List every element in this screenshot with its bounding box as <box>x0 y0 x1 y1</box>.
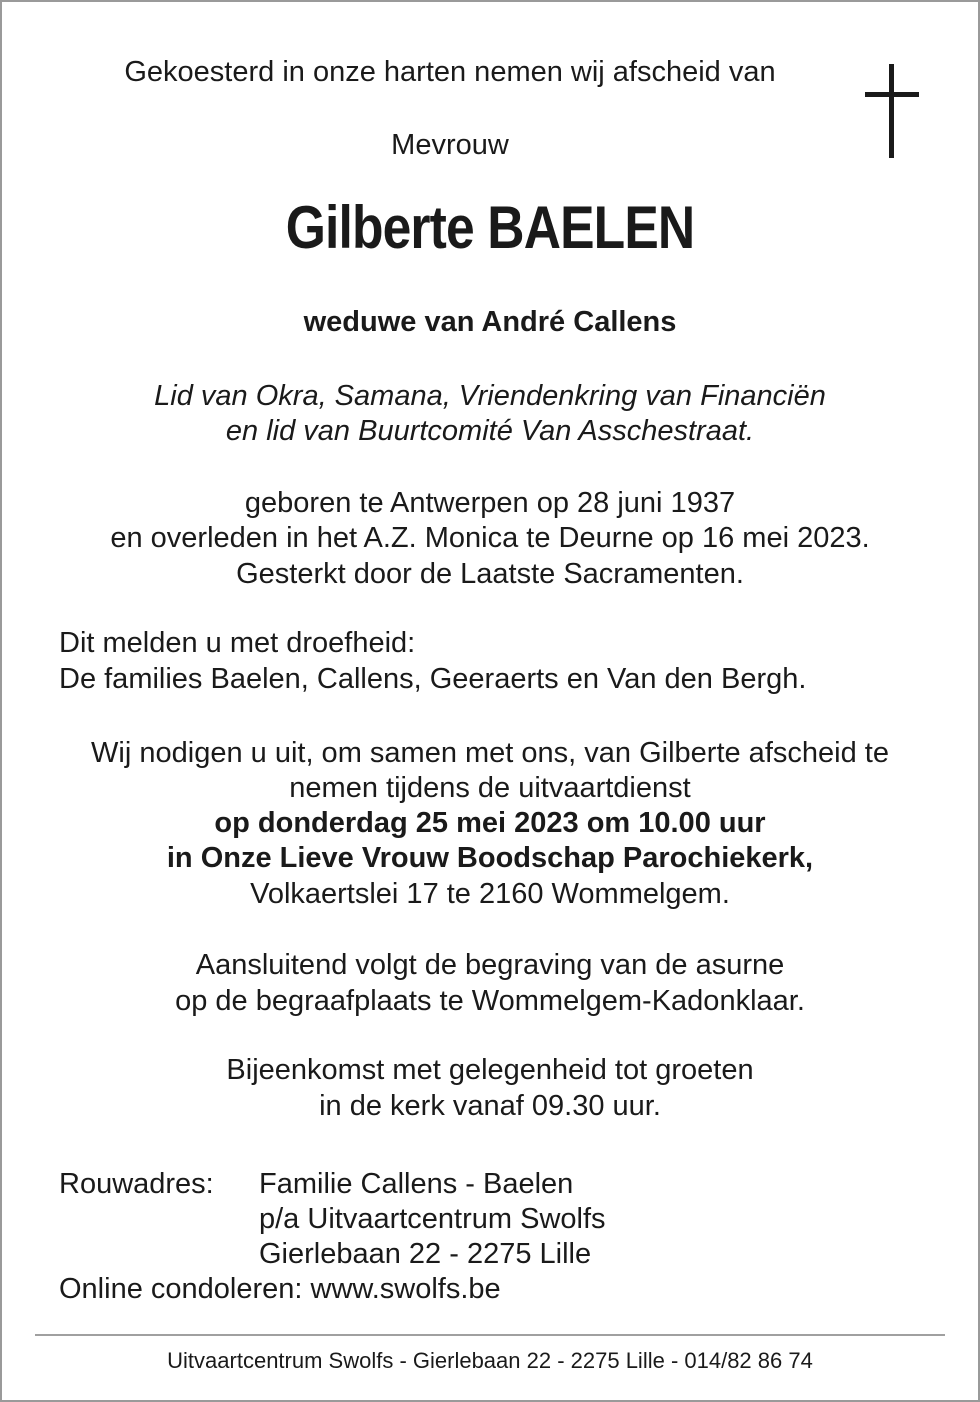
mourning-address-line-1: Familie Callens - Baelen <box>259 1168 574 1200</box>
mourning-address-line-2: p/a Uitvaartcentrum Swolfs <box>259 1203 606 1235</box>
burial-line-1: Aansluitend volgt de begraving van de asurne <box>195 949 785 981</box>
widow-line: weduwe van André Callens <box>303 306 677 338</box>
deceased-name: Gilberte BAELEN <box>285 194 695 261</box>
gathering-line-1: Bijeenkomst met gelegenheid tot groeten <box>226 1054 754 1086</box>
sacraments-line: Gesterkt door de Laatste Sacramenten. <box>236 558 744 590</box>
invite-line-2: nemen tijdens de uitvaartdienst <box>289 772 691 804</box>
mourning-address-label: Rouwadres: <box>59 1168 214 1200</box>
intro-text: Gekoesterd in onze harten nemen wij afscheid van <box>124 56 776 88</box>
mourning-address-line-3: Gierlebaan 22 - 2275 Lille <box>259 1238 592 1270</box>
service-church: in Onze Lieve Vrouw Boodschap Parochiekerk, <box>166 842 814 874</box>
online-condolence-link[interactable]: Online condoleren: www.swolfs.be <box>59 1273 501 1305</box>
service-address: Volkaertslei 17 te 2160 Wommelgem. <box>250 878 730 910</box>
death-line: en overleden in het A.Z. Monica te Deurne op 16 mei 2023. <box>110 522 870 554</box>
announce-line-1: Dit melden u met droefheid: <box>59 627 416 659</box>
burial-line-2: op de begraafplaats te Wommelgem-Kadonklaar. <box>175 985 805 1017</box>
footer-divider <box>35 1334 945 1336</box>
announce-line-2: De families Baelen, Callens, Geeraerts en Van den Bergh. <box>59 663 807 695</box>
birth-line: geboren te Antwerpen op 28 juni 1937 <box>244 487 736 519</box>
footer-text: Uitvaartcentrum Swolfs - Gierlebaan 22 - 2275 Lille - 014/82 86 74 <box>167 1348 813 1373</box>
membership-line-2: en lid van Buurtcomité Van Asschestraat. <box>225 415 755 447</box>
salutation: Mevrouw <box>391 129 509 161</box>
membership-line-1: Lid van Okra, Samana, Vriendenkring van Financiën <box>154 380 826 412</box>
gathering-line-2: in de kerk vanaf 09.30 uur. <box>319 1090 661 1122</box>
service-date: op donderdag 25 mei 2023 om 10.00 uur <box>214 807 766 839</box>
invite-line-1: Wij nodigen u uit, om samen met ons, van Gilberte afscheid te <box>91 737 889 769</box>
